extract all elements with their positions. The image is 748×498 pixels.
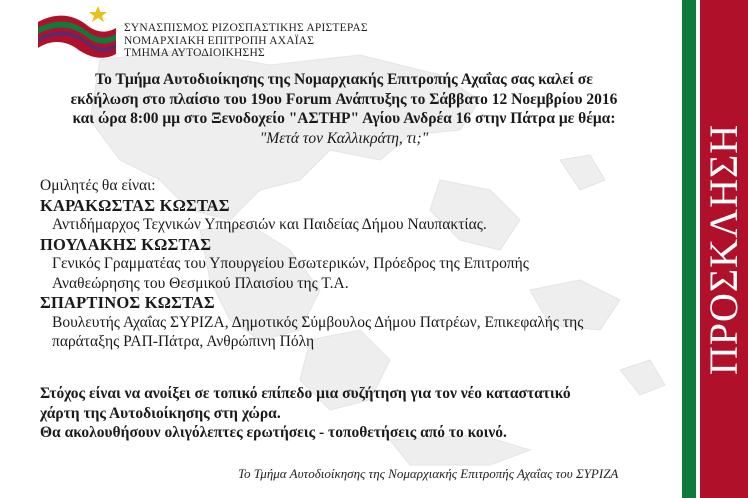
speaker-role: Αντιδήμαρχος Τεχνικών Υπηρεσιών και Παιδείας Δήμου Ναυπακτίας. — [52, 216, 487, 233]
closing-line: χάρτη της Αυτοδιοίκησης στη χώρα. — [40, 404, 281, 422]
org-line: ΣΥΝΑΣΠΙΣΜΟΣ ΡΙΖΟΣΠΑΣΤΙΚΗΣ ΑΡΙΣΤΕΡΑΣ — [124, 22, 368, 34]
green-stripe — [682, 0, 696, 498]
banner-text: ΠΡΟΣΚΛΗΣΗ — [701, 123, 747, 375]
invitation-intro — [14, 70, 674, 148]
speaker-name: ΚΑΡΑΚΩΣΤΑΣ ΚΩΣΤΑΣ — [40, 195, 230, 215]
speaker-role: Αναθεώρησης του Θεσμικού Πλαισίου της Τ.Α. — [52, 274, 349, 292]
event-topic: "Μετά τον Καλλικράτη, τι;" — [259, 129, 429, 147]
org-line: ΝΟΜΑΡΧΙΑΚΗ ΕΠΙΤΡΟΠΗ ΑΧΑΪΑΣ — [124, 34, 315, 47]
speaker-role: Γενικός Γραμματέας του Υπουργείου Εσωτερικών, Πρόεδρος της Επιτροπής — [52, 255, 529, 272]
closing-line: Θα ακολουθήσουν ολιγόλεπτες ερωτήσεις - τοποθετήσεις από το κοινό. — [40, 424, 507, 441]
speaker-name: ΠΟΥΛΑΚΗΣ ΚΩΣΤΑΣ — [40, 234, 212, 254]
closing-line: Στόχος είναι να ανοίξει σε τοπικό επίπεδο μια συζήτηση για τον νέο καταστατικό — [40, 385, 571, 402]
closing-section — [40, 384, 670, 443]
speaker-name: ΣΠΑΡΤΙΝΟΣ ΚΩΣΤΑΣ — [40, 293, 215, 312]
speakers-section — [40, 176, 670, 352]
syriza-flag-logo — [36, 4, 118, 62]
speaker-role: παράταξης ΡΑΠ-Πάτρα, Ανθρώπινη Πόλη — [52, 333, 315, 350]
org-line: ΤΜΗΜΑ ΑΥΤΟΔΙΟΙΚΗΣΗΣ — [124, 47, 265, 59]
star-icon — [89, 6, 107, 22]
intro-line: Το Τμήμα Αυτοδιοίκησης της Νομαρχιακής Επιτροπής Αχαΐας σας καλεί σε — [95, 71, 593, 88]
intro-line: εκδήλωση στο πλαίσιο του 19ου Forum Ανάπτυξης το Σάββατο 12 Νοεμβρίου 2016 — [70, 90, 618, 108]
intro-line: και ώρα 8:00 μμ στο Ξενοδοχείο "ΑΣΤΗΡ" Αγίου Ανδρέα 16 στην Πάτρα με θέμα: — [72, 110, 616, 127]
organization-header — [124, 22, 368, 60]
invitation-banner — [700, 0, 748, 498]
speakers-header: Ομιλητές θα είναι: — [40, 177, 156, 194]
speaker-role: Βουλευτής Αχαΐας ΣΥΡΙΖΑ, Δημοτικός Σύμβουλος Δήμου Πατρέων, Επικεφαλής της — [52, 313, 584, 331]
signature: Το Τμήμα Αυτοδιοίκησης της Νομαρχιακής Επιτροπής Αχαΐας του ΣΥΡΙΖΑ — [238, 466, 619, 481]
